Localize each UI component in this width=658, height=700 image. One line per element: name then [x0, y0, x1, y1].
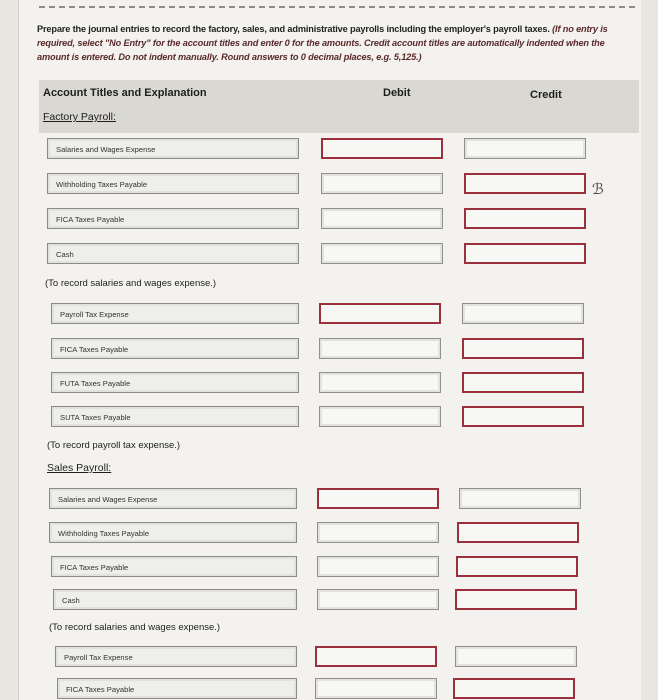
credit-input[interactable]: [455, 646, 577, 667]
header-credit: Credit: [530, 89, 562, 101]
credit-input[interactable]: [464, 173, 586, 194]
debit-input[interactable]: [319, 406, 441, 427]
account-select[interactable]: Salaries and Wages Expense: [49, 488, 297, 509]
instructions: [37, 22, 637, 64]
account-select[interactable]: FICA Taxes Payable: [51, 338, 299, 359]
account-select[interactable]: Payroll Tax Expense: [55, 646, 297, 667]
debit-input[interactable]: [321, 208, 443, 229]
account-select[interactable]: Salaries and Wages Expense: [47, 138, 299, 159]
account-select[interactable]: FUTA Taxes Payable: [51, 372, 299, 393]
memo-salaries: (To record salaries and wages expense.): [45, 278, 217, 289]
credit-input[interactable]: [455, 589, 577, 610]
credit-input[interactable]: [462, 406, 584, 427]
debit-input[interactable]: [317, 556, 439, 577]
text-cursor-icon: ℬ: [592, 181, 604, 198]
account-select[interactable]: FICA Taxes Payable: [47, 208, 299, 229]
account-select[interactable]: Withholding Taxes Payable: [49, 522, 297, 543]
debit-input[interactable]: [317, 522, 439, 543]
dashed-divider: [39, 6, 635, 8]
credit-input[interactable]: [457, 522, 579, 543]
account-select[interactable]: Payroll Tax Expense: [51, 303, 299, 324]
instructions-note: (If no entry is required, select "No Entry" for the account titles and enter 0 for the amounts. Credit account titles are automatically indented when the amount is entered. Do not indent manually. Round answers to 0 decimal places, e.g. 5,125.): [37, 24, 608, 62]
section-sales-payroll: Sales Payroll:: [47, 462, 112, 474]
header-debit: Debit: [383, 87, 411, 99]
account-select[interactable]: Withholding Taxes Payable: [47, 173, 299, 194]
debit-input[interactable]: [315, 646, 437, 667]
credit-input[interactable]: [464, 138, 586, 159]
debit-input[interactable]: [321, 173, 443, 194]
debit-input[interactable]: [321, 243, 443, 264]
account-select[interactable]: FICA Taxes Payable: [57, 678, 297, 699]
debit-input[interactable]: [319, 303, 441, 324]
section-factory-payroll: Factory Payroll:: [43, 111, 116, 123]
account-select[interactable]: Cash: [53, 589, 297, 610]
memo-salaries: (To record salaries and wages expense.): [49, 622, 221, 633]
header-account-titles: Account Titles and Explanation: [43, 87, 207, 99]
credit-input[interactable]: [462, 372, 584, 393]
debit-input[interactable]: [321, 138, 443, 159]
account-select[interactable]: SUTA Taxes Payable: [51, 406, 299, 427]
credit-input[interactable]: [462, 303, 584, 324]
page-sheet: [18, 0, 641, 700]
table-header: [39, 80, 639, 133]
credit-input[interactable]: [456, 556, 578, 577]
debit-input[interactable]: [319, 372, 441, 393]
debit-input[interactable]: [317, 488, 439, 509]
memo-payroll-tax: (To record payroll tax expense.): [47, 440, 181, 451]
credit-input[interactable]: [464, 243, 586, 264]
debit-input[interactable]: [319, 338, 441, 359]
debit-input[interactable]: [317, 589, 439, 610]
instructions-main: Prepare the journal entries to record the factory, sales, and administrative payrolls including the employer's payroll taxes.: [37, 24, 550, 34]
account-select[interactable]: FICA Taxes Payable: [51, 556, 297, 577]
credit-input[interactable]: [462, 338, 584, 359]
debit-input[interactable]: [315, 678, 437, 699]
credit-input[interactable]: [453, 678, 575, 699]
credit-input[interactable]: [459, 488, 581, 509]
account-select[interactable]: Cash: [47, 243, 299, 264]
credit-input[interactable]: [464, 208, 586, 229]
